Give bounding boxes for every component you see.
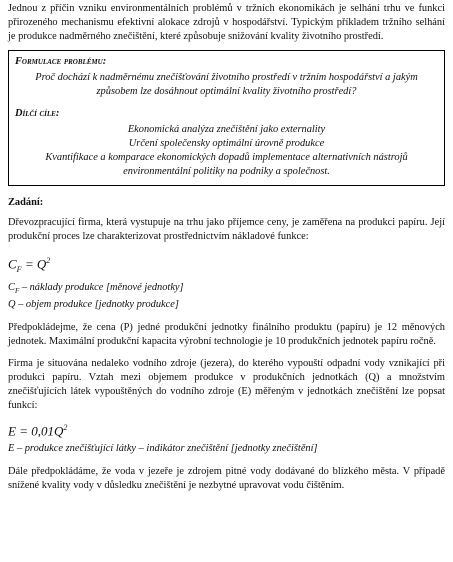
quantity-definition: Q – objem produkce [jednotky produkce] (8, 299, 179, 310)
cost-eq-lhs-subscript: F (16, 264, 22, 274)
problem-box (8, 50, 445, 186)
goal-item: Ekonomická analýza znečištění jako externality (127, 124, 326, 135)
pollution-equation (8, 421, 445, 438)
intro-paragraph: Jednou z příčin vzniku environmentálních problémů v tržních ekonomikách je selhání trhu ve funkci přirozeného mechanismu efektivní alokace zdrojů v hospodářství. Typickým příkladem tržního selhání je produkce nadměrného znečištění, které způsobuje snižování kvality životního prostředí. (8, 3, 445, 42)
pollution-eq-text: E = 0,01Q (8, 423, 64, 439)
goals-heading: Dílčí cíle: (15, 108, 60, 119)
cost-def-text: – náklady produkce [měnové jednotky] (19, 281, 184, 293)
paragraph-price: Předpokládejme, že cena (P) jedné produkční jednotky finálního produktu (papíru) je 12 měnových jednotek. Maximální produkční kapacita výrobní technologie je 10 produkčních jednotek papíru ročně. (8, 322, 445, 347)
pollution-definition: E – produkce znečišťující látky – indikátor znečištění [jednotky znečištění] (8, 443, 318, 455)
section-title: Zadání: (8, 197, 44, 208)
cost-def-var: C (8, 281, 15, 293)
cost-eq-rhs: = Q (24, 256, 47, 272)
pollution-eq-exponent: 2 (63, 423, 68, 432)
cost-definition (8, 281, 445, 298)
cost-equation (8, 254, 445, 277)
paragraph-firm: Dřevozpracující firma, která vystupuje na trhu jako příjemce ceny, je zaměřena na produkci papíru. Její produkční proces lze charakterizovat prostřednictvím nákladové funkce: (8, 217, 445, 242)
cost-eq-lhs: C (8, 256, 17, 272)
goal-item: Určení společensky optimální úrovně produkce (128, 138, 325, 149)
cost-eq-exponent: 2 (46, 256, 51, 265)
goal-item: Kvantifikace a komparace ekonomických dopadů implementace alternativních nástrojů environmentální politiky na podniky a společnost. (45, 152, 408, 177)
cost-def-var-subscript: F (14, 287, 20, 295)
cost-definitions (8, 281, 445, 312)
problem-heading: Formulace problému: (15, 56, 107, 67)
problem-question: Proč dochází k nadměrnému znečišťování životního prostředí v tržním hospodářství a jakým způsobem lze dosáhnout optimální kvality životního prostředí? (35, 72, 418, 97)
paragraph-water: Dále předpokládáme, že voda v jezeře je zdrojem pitné vody dodávané do blízkého města. V případě snížené kvality vody v důsledku znečištění je nezbytné upravovat vodu čištěním. (8, 466, 445, 492)
paragraph-pollution: Firma je situována nedaleko vodního zdroje (jezera), do kterého vypouští odpadní vody vznikající při produkci papíru. Vztah mezi objemem produkce v produkčních jednotkách (Q) a množstvím znečišťujících látek vypouštěných do vodního zdroje (E) měřeným v jednotkách znečištění lze popsat funkcí: (8, 358, 445, 411)
